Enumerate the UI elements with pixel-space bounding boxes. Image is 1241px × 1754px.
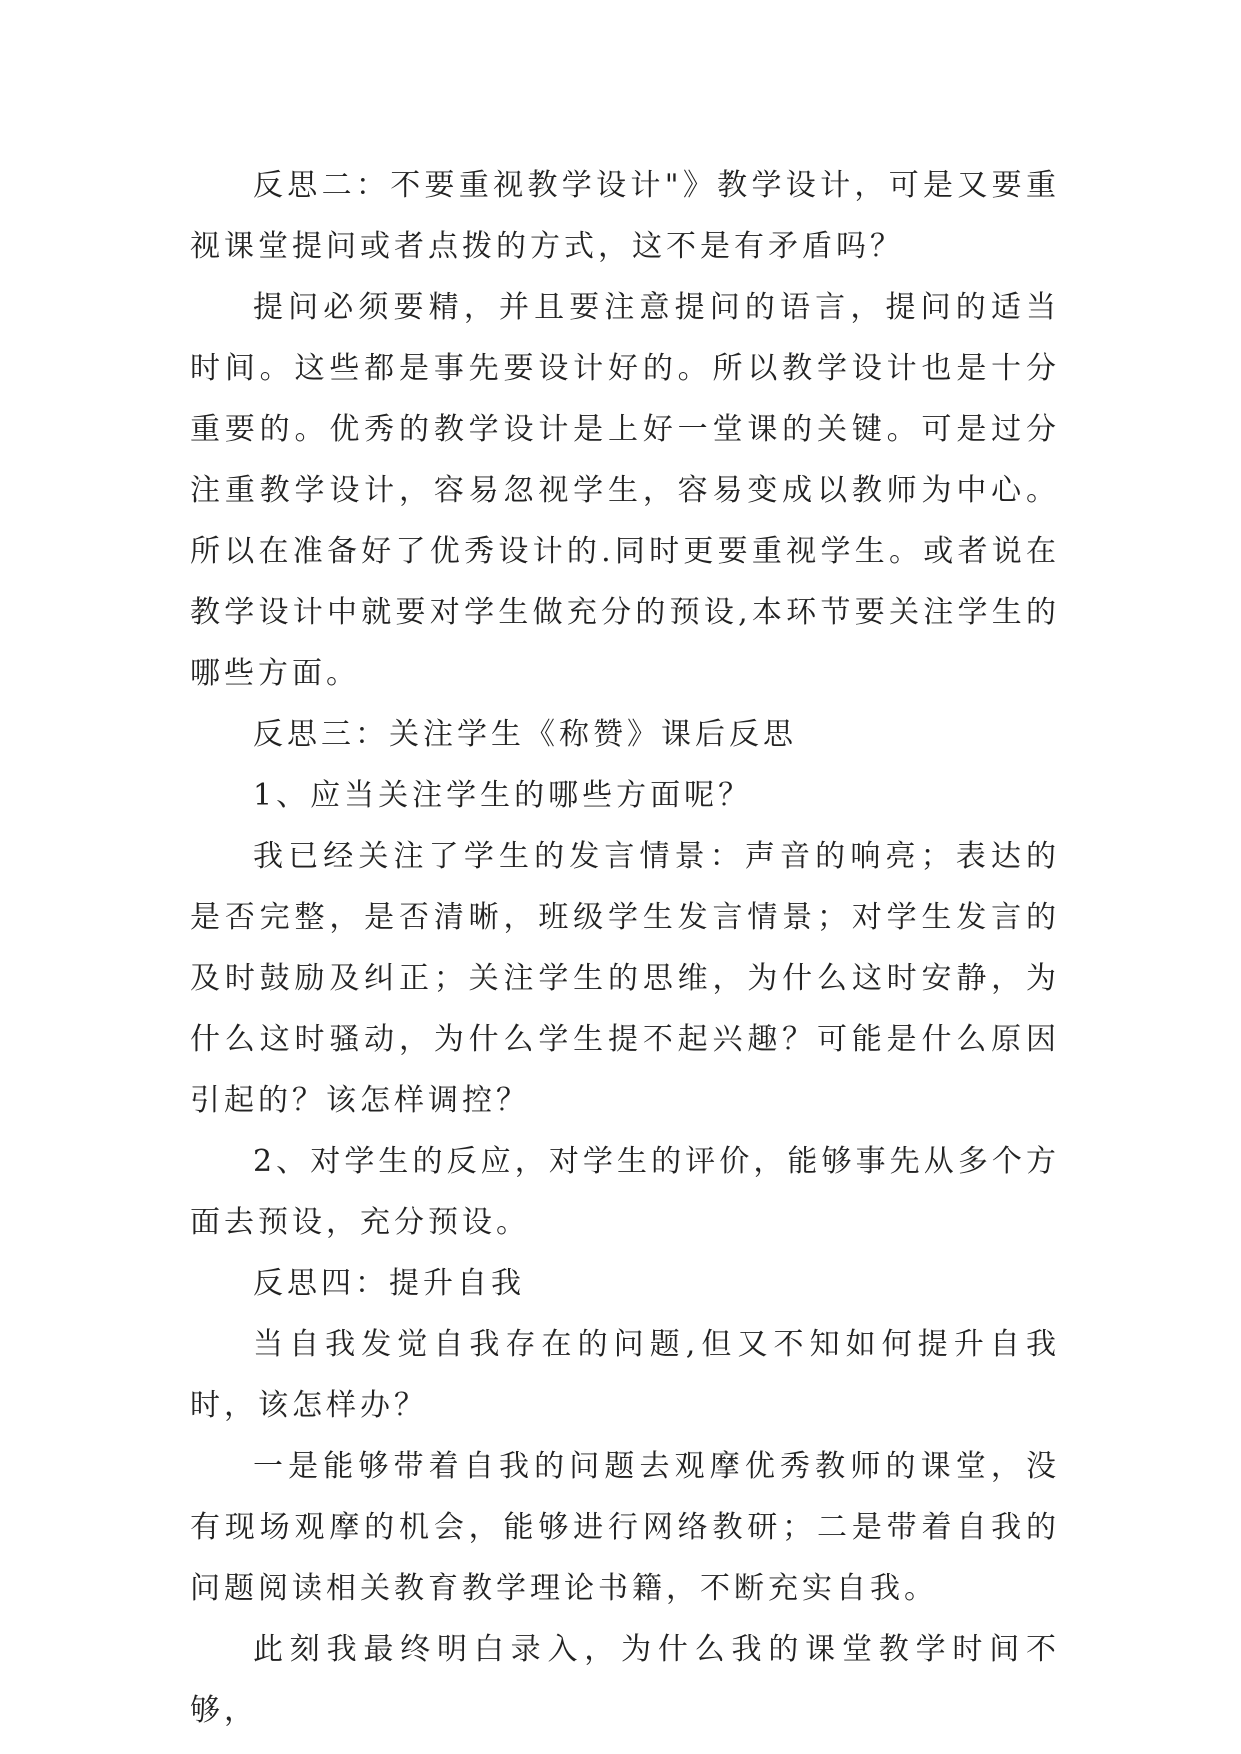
paragraph-reflection-three: 反思三：关注学生《称赞》课后反思 <box>253 717 797 752</box>
paragraph-item-one: 1、应当关注学生的哪些方面呢？ <box>253 778 753 813</box>
paragraph-final-line: 此刻我最终明白录入，为什么我的课堂教学时间不够， <box>190 1632 1060 1728</box>
document-body <box>190 155 1060 1741</box>
paragraph-self-question: 当自我发觉自我存在的问题,但又不知如何提升自我时，该怎样办？ <box>190 1327 1060 1423</box>
paragraph-reflection-two: 反思二：不要重视教学设计"》教学设计，可是又要重视课堂提问或者点拨的方式，这不是有矛盾吗？ <box>190 168 1060 264</box>
paragraph-speaking-observation: 我已经关注了学生的发言情景：声音的响亮；表达的是否完整，是否清晰，班级学生发言情景；对学生发言的及时鼓励及纠正；关注学生的思维，为什么这时安静，为什么这时骚动，为什么学生提不起兴趣？可能是什么原因引起的？该怎样调控？ <box>190 839 1060 1118</box>
paragraph-questioning: 提问必须要精，并且要注意提问的语言，提问的适当时间。这些都是事先要设计好的。所以教学设计也是十分重要的。优秀的教学设计是上好一堂课的关键。可是过分注重教学设计，容易忽视学生，容易变成以教师为中心。所以在准备好了优秀设计的.同时更要重视学生。或者说在教学设计中就要对学生做充分的预设,本环节要关注学生的哪些方面。 <box>190 290 1060 691</box>
paragraph-reflection-four: 反思四：提升自我 <box>253 1266 525 1301</box>
paragraph-improvement-methods: 一是能够带着自我的问题去观摩优秀教师的课堂，没有现场观摩的机会，能够进行网络教研；二是带着自我的问题阅读相关教育教学理论书籍，不断充实自我。 <box>190 1449 1060 1606</box>
paragraph-item-two: 2、对学生的反应，对学生的评价，能够事先从多个方面去预设，充分预设。 <box>190 1144 1060 1240</box>
